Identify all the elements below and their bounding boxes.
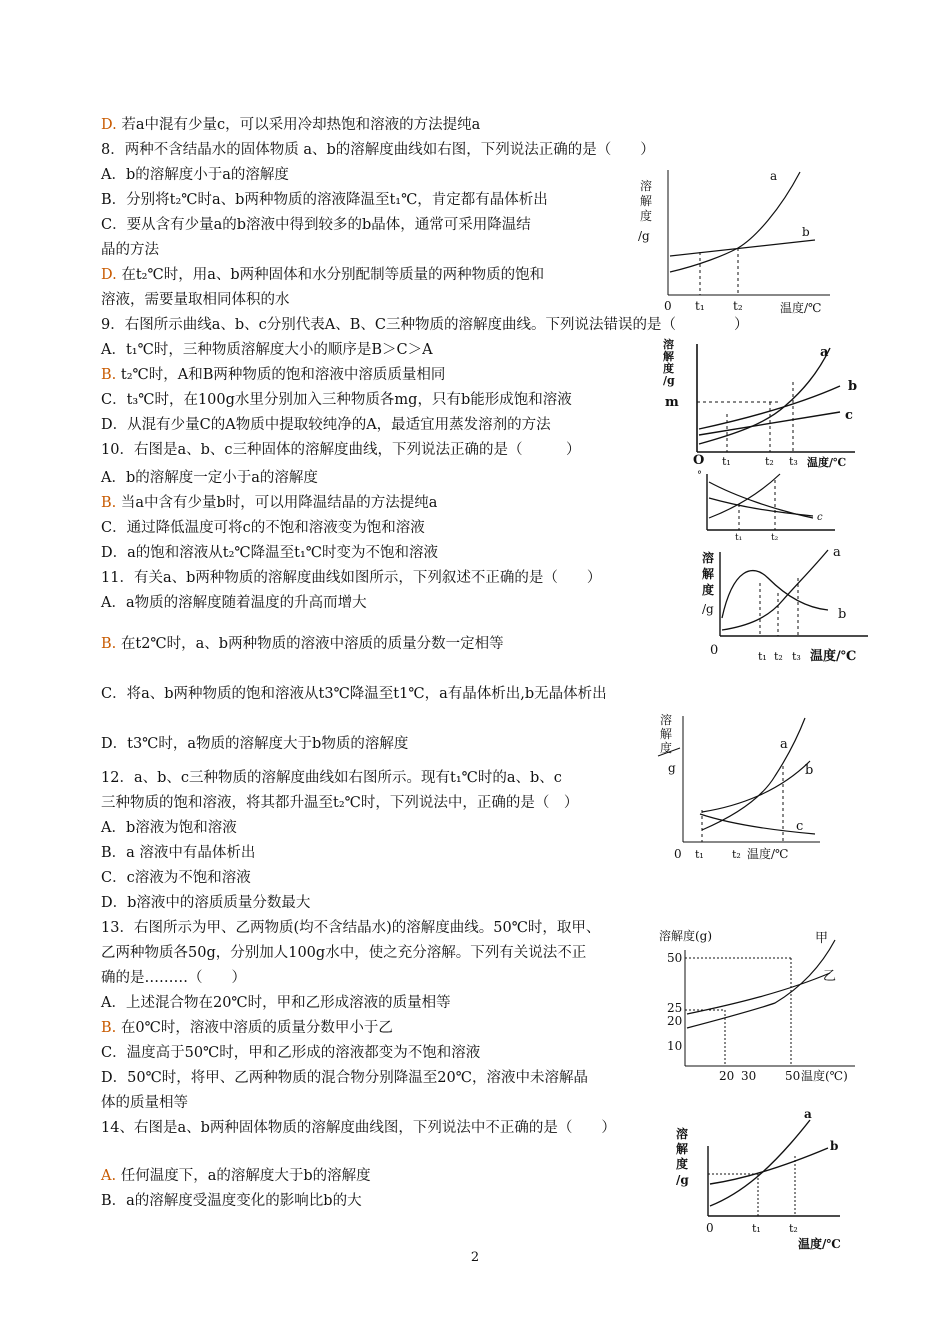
x-tick-label: 20 xyxy=(719,1069,735,1083)
text-line xyxy=(101,341,433,359)
y-label: /g xyxy=(638,229,650,243)
curve-label-c: c xyxy=(817,512,823,523)
line-text: A．t₁℃时，三种物质溶解度大小的顺序是B＞C＞A xyxy=(101,342,433,358)
line-text: D．50℃时，将甲、乙两种物质的混合物分别降温至20℃，溶液中未溶解晶 xyxy=(101,1070,588,1086)
y-label: 溶 xyxy=(676,1127,689,1141)
y-label: 解 xyxy=(660,727,673,741)
text-line xyxy=(101,1069,588,1087)
curve-a xyxy=(699,348,830,444)
m-label: m xyxy=(665,395,679,410)
line-text: C．通过降低温度可将c的不饱和溶液变为饱和溶液 xyxy=(101,520,425,536)
y-label: 溶 xyxy=(663,338,674,351)
option-letter: A. xyxy=(101,1168,117,1184)
origin-label: 0 xyxy=(674,847,682,861)
curve-a xyxy=(709,474,780,518)
solubility-graph-q8 xyxy=(630,160,840,320)
y-label: ° xyxy=(697,470,702,481)
curve-label-c: c xyxy=(845,408,853,423)
tick-label: t₂ xyxy=(771,533,779,543)
curve-label-a: a xyxy=(820,345,829,360)
line-text: A．b溶液为饱和溶液 xyxy=(101,820,237,836)
text-line xyxy=(101,391,572,409)
tick-label: t₁ xyxy=(758,650,767,663)
line-text: 体的质量相等 xyxy=(101,1095,188,1111)
text-line xyxy=(101,819,237,837)
option-letter: D. xyxy=(101,267,117,283)
line-text: D．从混有少量C的A物质中提取较纯净的A，最适宜用蒸发溶剂的方法 xyxy=(101,417,551,433)
origin-label: O xyxy=(693,453,705,468)
page-number: 2 xyxy=(470,1250,480,1265)
text-line xyxy=(101,166,289,184)
line-text: 当a中含有少量b时，可以用降温结晶的方法提纯a xyxy=(120,495,438,511)
text-line xyxy=(101,291,290,309)
line-text: 若a中混有少量c，可以采用冷却热饱和溶液的方法提纯a xyxy=(121,117,481,133)
curve-label-b: b xyxy=(802,225,810,239)
curve-label-b: b xyxy=(848,379,858,394)
curve-label-b: b xyxy=(805,763,814,778)
x-tick-label: 30 xyxy=(741,1069,757,1083)
text-line xyxy=(101,1167,371,1185)
option-letter: D. xyxy=(101,117,117,133)
text-line xyxy=(101,919,600,937)
line-text: C．温度高于50℃时，甲和乙形成的溶液都变为不饱和溶液 xyxy=(101,1045,481,1061)
text-line xyxy=(101,469,318,487)
line-text: A．b的溶解度小于a的溶解度 xyxy=(101,167,289,183)
line-text: 乙两种物质各50g，分别加人100g水中，使之充分溶解。下列有关说法不正 xyxy=(101,945,587,961)
text-line xyxy=(101,1044,480,1062)
y-label: 度 xyxy=(660,741,673,755)
curve-a xyxy=(702,718,805,830)
y-label: /g xyxy=(676,1173,689,1187)
line-text: C．t₃℃时，在100g水里分别加入三种物质各mg，只有b能形成饱和溶液 xyxy=(101,392,572,408)
text-line xyxy=(101,769,562,787)
y-tick-label: 20 xyxy=(667,1014,683,1028)
text-line xyxy=(101,494,437,512)
line-text: A．b的溶解度一定小于a的溶解度 xyxy=(101,470,318,486)
origin-label: 0 xyxy=(710,643,719,658)
line-text: B．a的溶解度受温度变化的影响比b的大 xyxy=(101,1193,362,1209)
curve-b xyxy=(670,240,815,256)
tick-label: t₃ xyxy=(792,650,801,663)
y-label: 溶解度(g) xyxy=(659,929,713,943)
y-label: /g xyxy=(663,374,675,387)
option-letter: B. xyxy=(101,495,117,511)
line-text: 在t₂℃时，用a、b两种固体和水分别配制等质量的两种物质的饱和 xyxy=(121,267,545,283)
line-text: C．要从含有少量a的b溶液中得到较多的b晶体，通常可采用降温结 xyxy=(101,217,531,233)
text-line xyxy=(101,794,578,812)
curve-label-b: b xyxy=(838,607,847,622)
curve-jia xyxy=(687,940,835,1028)
y-label: 度 xyxy=(702,583,715,597)
line-text: B．分别将t₂℃时a、b两种物质的溶液降温至t₁℃，肯定都有晶体析出 xyxy=(101,192,548,208)
solubility-graph-q10 xyxy=(695,468,845,544)
tick-label: t₁ xyxy=(735,533,743,543)
line-text: t₂℃时，A和B两种物质的饱和溶液中溶质质量相同 xyxy=(120,367,446,383)
origin-label: 0 xyxy=(664,299,672,313)
curve-label-a: a xyxy=(770,169,778,183)
tick-label: t₁ xyxy=(752,1222,761,1235)
tick-label: t₂ xyxy=(732,848,741,861)
text-line xyxy=(101,1094,188,1112)
text-line xyxy=(101,366,445,384)
text-line xyxy=(101,241,159,259)
text-line xyxy=(101,594,367,612)
y-tick-label: 50 xyxy=(667,951,683,965)
curve-label-a: a xyxy=(833,545,841,560)
solubility-graph-q12 xyxy=(650,706,830,866)
line-text: 13．右图所示为甲、乙两物质(均不含结晶水)的溶解度曲线。50℃时，取甲、 xyxy=(101,920,601,936)
line-text: 在0℃时，溶液中溶质的质量分数甲小于乙 xyxy=(120,1020,393,1036)
line-text: 9．右图所示曲线a、b、c分别代表A、B、C三种物质的溶解度曲线。下列说法错误的是（ ） xyxy=(101,317,749,333)
text-line xyxy=(101,1192,362,1210)
text-line xyxy=(101,1019,393,1037)
x-label: 温度/℃ xyxy=(810,649,857,664)
curve-label-yi: 乙 xyxy=(823,969,837,984)
text-line xyxy=(101,266,544,284)
line-text: 晶的方法 xyxy=(101,242,159,258)
tick-label: t₁ xyxy=(695,848,704,861)
text-line xyxy=(101,685,607,703)
line-text: C．c溶液为不饱和溶液 xyxy=(101,870,251,886)
text-line xyxy=(101,141,655,159)
text-line xyxy=(101,994,451,1012)
line-text: 12．a、b、c三种物质的溶解度曲线如右图所示。现有t₁℃时的a、b、c xyxy=(101,770,562,786)
option-letter: B. xyxy=(101,367,117,383)
line-text: 确的是………（ ） xyxy=(101,970,246,986)
tick-label: t₁ xyxy=(722,455,731,468)
y-label: 度 xyxy=(663,362,674,375)
y-label: 度 xyxy=(640,209,653,223)
y-label: 解 xyxy=(676,1142,689,1156)
curve-label-b: b xyxy=(830,1139,839,1153)
tick-label: t₁ xyxy=(695,299,705,313)
y-label: 度 xyxy=(676,1157,689,1171)
text-line xyxy=(101,869,251,887)
line-text: 三种物质的饱和溶液，将其都升温至t₂℃时，下列说法中，正确的是（ ） xyxy=(101,795,579,811)
origin-label: 0 xyxy=(706,1221,714,1235)
line-text: 8．两种不含结晶水的固体物质 a、b的溶解度曲线如右图，下列说法正确的是（ ） xyxy=(101,142,655,158)
line-text: 14、右图是a、b两种固体物质的溶解度曲线图，下列说法中不正确的是（ ） xyxy=(101,1120,616,1136)
x-label: 温度/℃ xyxy=(807,456,847,469)
y-tick-label: 25 xyxy=(667,1001,683,1015)
y-label: /g xyxy=(702,602,714,616)
line-text: A．上述混合物在20℃时，甲和乙形成溶液的质量相等 xyxy=(101,995,451,1011)
y-tick-label: 10 xyxy=(667,1039,683,1053)
y-label: 溶 xyxy=(640,179,653,193)
x-label: 温度/℃ xyxy=(780,301,822,315)
y-label: 解 xyxy=(663,350,674,363)
curve-label-a: a xyxy=(804,1107,812,1121)
tick-label: t₂ xyxy=(774,650,783,663)
text-line xyxy=(101,416,551,434)
text-line xyxy=(101,844,255,862)
tick-label: t₂ xyxy=(733,299,743,313)
curve-b xyxy=(709,498,813,516)
x-tick-label: 50 xyxy=(785,1069,801,1083)
tick-label: t₃ xyxy=(789,455,798,468)
x-label: 温度(℃) xyxy=(801,1069,848,1083)
solubility-graph-q14 xyxy=(670,1106,855,1256)
curve-b xyxy=(702,761,810,812)
text-line xyxy=(101,519,425,537)
text-line xyxy=(101,441,581,459)
tick-label: t₂ xyxy=(765,455,774,468)
text-line xyxy=(101,735,408,753)
curve-a xyxy=(722,550,828,630)
text-line xyxy=(101,969,246,987)
line-text: 11．有关a、b两种物质的溶解度曲线如图所示，下列叙述不正确的是（ ） xyxy=(101,570,602,586)
line-text: 任何温度下，a的溶解度大于b的溶解度 xyxy=(120,1168,371,1184)
y-label: 溶 xyxy=(660,713,673,727)
x-label: 温度/℃ xyxy=(798,1237,841,1251)
y-label: 溶 xyxy=(702,551,715,565)
text-line xyxy=(101,1119,616,1137)
text-line xyxy=(101,944,586,962)
text-line xyxy=(101,894,310,912)
line-text: 在t2℃时，a、b两种物质的溶液中溶质的质量分数一定相等 xyxy=(120,636,504,652)
text-line xyxy=(101,116,480,134)
solubility-graph-q13 xyxy=(655,928,860,1088)
text-line xyxy=(101,216,531,234)
option-letter: B. xyxy=(101,1020,117,1036)
line-text: C．将a、b两种物质的饱和溶液从t3℃降温至t1℃，a有晶体析出,b无晶体析出 xyxy=(101,686,607,702)
curve-b xyxy=(722,571,828,618)
curve-label-jia: 甲 xyxy=(815,931,829,946)
tick-label: t₂ xyxy=(789,1222,798,1235)
y-label: 解 xyxy=(702,567,715,581)
line-text: 溶液，需要量取相同体积的水 xyxy=(101,292,290,308)
option-letter: B. xyxy=(101,636,117,652)
curve-label-c: c xyxy=(796,819,804,834)
text-line xyxy=(101,635,504,653)
line-text: A．a物质的溶解度随着温度的升高而增大 xyxy=(101,595,367,611)
line-text: D．a的饱和溶液从t₂℃降温至t₁℃时变为不饱和溶液 xyxy=(101,545,438,561)
y-label: g xyxy=(668,761,676,775)
curve-c xyxy=(709,482,813,518)
line-text: 10．右图是a、b、c三种固体的溶解度曲线，下列说法正确的是（ ） xyxy=(101,442,581,458)
curve-label-a: a xyxy=(780,737,788,752)
text-line xyxy=(101,191,548,209)
text-line xyxy=(101,569,601,587)
x-label: 温度/℃ xyxy=(747,847,789,861)
solubility-graph-q9 xyxy=(655,334,870,470)
curve-a xyxy=(670,172,800,272)
solubility-graph-q11 xyxy=(698,538,883,668)
line-text: D．t3℃时，a物质的溶解度大于b物质的溶解度 xyxy=(101,736,409,752)
y-label: 解 xyxy=(640,194,653,208)
line-text: D．b溶液中的溶质质量分数最大 xyxy=(101,895,311,911)
line-text: B．a 溶液中有晶体析出 xyxy=(101,845,256,861)
text-line xyxy=(101,544,438,562)
